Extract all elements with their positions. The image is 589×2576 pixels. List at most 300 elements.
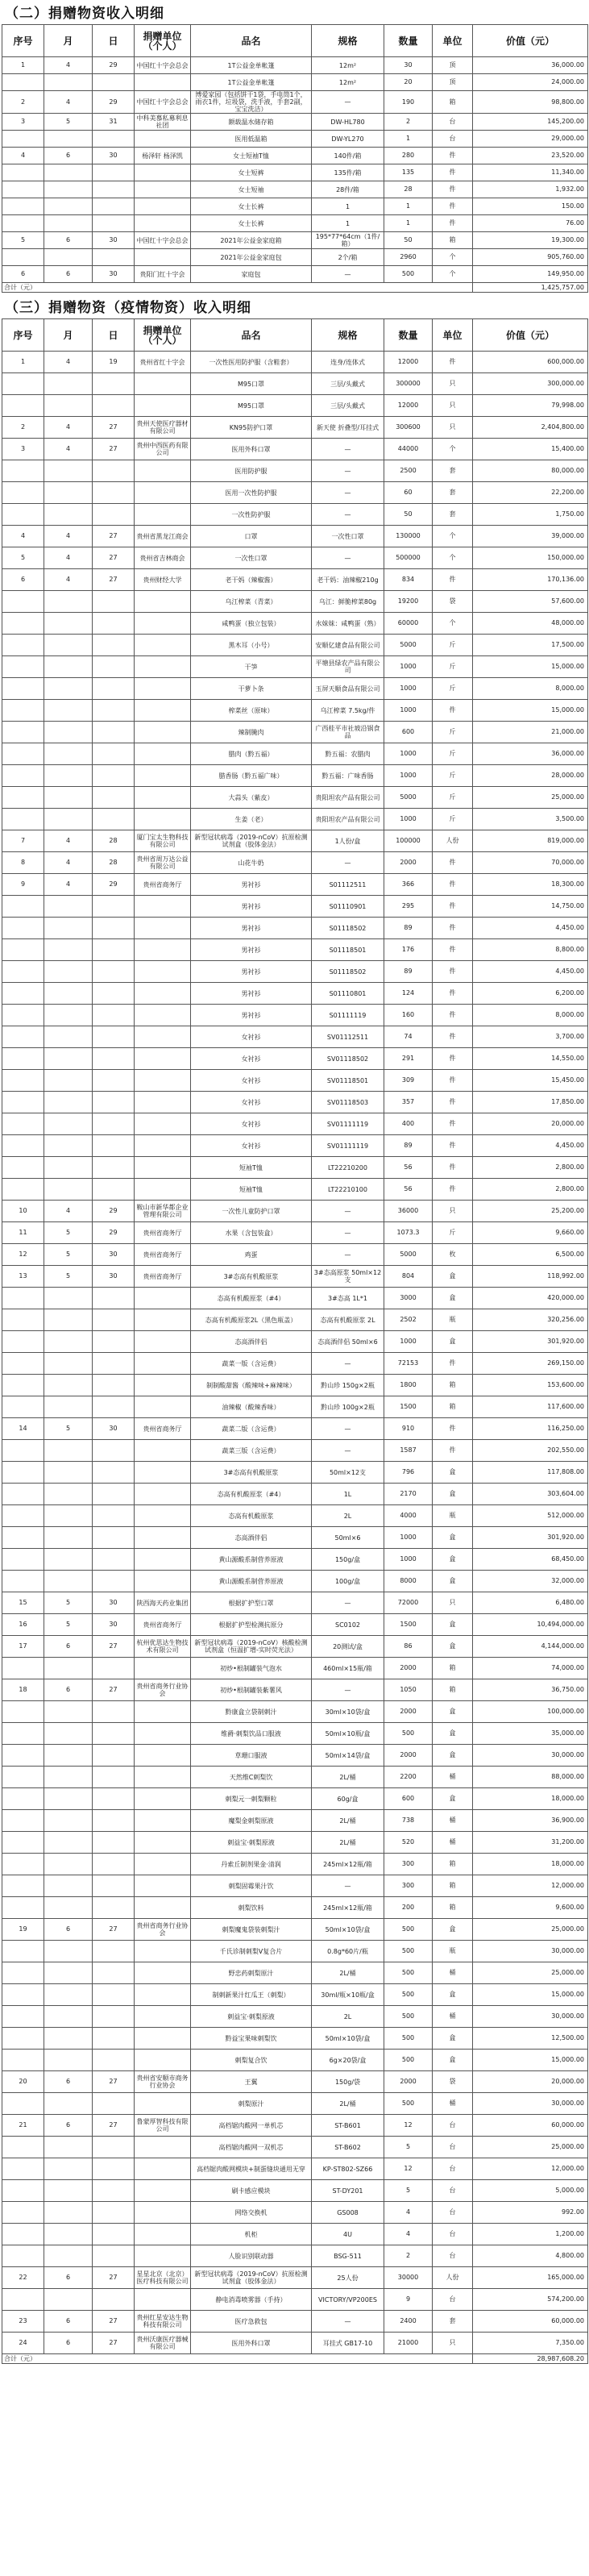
cell-qty: 30000 [384,2267,433,2289]
cell-item: 维爵·刺梨饮品口服液 [191,1723,312,1745]
cell-day [93,939,135,961]
cell-item: 初炒•根制罐装紫薯风 [191,1679,312,1701]
table-row [2,1592,588,1614]
cell-month [44,2180,93,2202]
cell-month: 4 [44,91,93,114]
cell-value: 20,000.00 [473,2071,588,2093]
cell-qty: 89 [384,961,433,983]
cell-month [44,809,93,830]
cell-month [44,1941,93,1962]
cell-month: 5 [44,1614,93,1636]
cell-month: 5 [44,114,93,131]
cell-day: 29 [93,874,135,896]
cell-item: 一次性防护服 [191,504,312,526]
cell-spec: S01118502 [312,961,384,983]
cell-donor [135,961,191,983]
cell-month [44,1092,93,1113]
cell-seq [2,373,44,395]
cell-seq [2,2202,44,2224]
cell-unit: 斤 [433,787,473,809]
cell-qty: 1800 [384,1375,433,1396]
cell-item: 制制酸甜酱（酸辣味+麻辣味） [191,1375,312,1396]
cell-donor: 贵州财经大学 [135,569,191,591]
cell-month [44,198,93,215]
cell-item: 新型冠状病毒（2019-nCoV）核酸检测试剂盒（恒温扩增-实时荧光法） [191,1636,312,1658]
cell-value: 25,000.00 [473,787,588,809]
table-row [2,1005,588,1026]
column-header-donor: 捐赠单位（个人） [135,319,191,352]
cell-seq [2,1658,44,1679]
cell-month [44,395,93,417]
cell-day [93,215,135,232]
cell-unit: 件 [433,1135,473,1157]
cell-month [44,1396,93,1418]
cell-donor [135,2137,191,2158]
cell-day [93,1157,135,1179]
cell-month: 4 [44,874,93,896]
table-row [2,2267,588,2289]
cell-spec: — [312,1353,384,1375]
cell-unit: 件 [433,1005,473,1026]
cell-qty: 21000 [384,2333,433,2354]
cell-unit: 箱 [433,232,473,249]
cell-seq [2,983,44,1005]
column-header-value: 价值（元） [473,25,588,57]
cell-spec: 30ml×10袋/盒 [312,1701,384,1723]
cell-month [44,1701,93,1723]
table-row [2,1222,588,1244]
cell-spec: 广西桂平市社坡沿锅食品 [312,722,384,743]
cell-donor [135,1070,191,1092]
cell-item: 医用外科口罩 [191,2333,312,2354]
cell-day [93,700,135,722]
cell-qty: 520 [384,1832,433,1854]
cell-unit: 个 [433,249,473,266]
cell-month: 6 [44,2115,93,2137]
cell-donor [135,2158,191,2180]
cell-month [44,722,93,743]
cell-spec: BSG-511 [312,2245,384,2267]
cell-qty: 804 [384,1266,433,1288]
cell-item: 态高有机酸原浆 [191,1505,312,1527]
cell-value: 1,932.00 [473,181,588,198]
cell-spec: — [312,482,384,504]
cell-unit: 箱 [433,1854,473,1875]
cell-unit: 盒 [433,1462,473,1484]
cell-seq [2,181,44,198]
table-row [2,2311,588,2333]
cell-day [93,1875,135,1897]
cell-seq: 22 [2,2267,44,2289]
cell-qty: 100000 [384,830,433,852]
cell-value: 1,750.00 [473,504,588,526]
cell-donor [135,2093,191,2115]
cell-spec: SV01111119 [312,1113,384,1135]
cell-value: 165,000.00 [473,2267,588,2289]
cell-day [93,249,135,266]
cell-item: 黔康盒立袋制刺汁 [191,1701,312,1723]
cell-item: 短袖T恤 [191,1179,312,1201]
cell-unit: 件 [433,939,473,961]
cell-spec: SV01118503 [312,1092,384,1113]
cell-value: 12,000.00 [473,1875,588,1897]
cell-seq [2,249,44,266]
table-row [2,1070,588,1092]
cell-seq: 9 [2,874,44,896]
cell-day [93,743,135,765]
cell-month [44,1549,93,1571]
cell-spec: 50ml×10瓶/盒 [312,1723,384,1745]
cell-day: 27 [93,1636,135,1658]
cell-day [93,1462,135,1484]
cell-unit: 个 [433,547,473,569]
cell-unit: 件 [433,181,473,198]
table-row [2,939,588,961]
cell-month: 6 [44,1636,93,1658]
cell-spec: 贵阳坦农产品有限公司 [312,809,384,830]
cell-value: 8,000.00 [473,678,588,700]
table-row [2,352,588,373]
table-row [2,678,588,700]
cell-month [44,1113,93,1135]
cell-spec: 3#态高 1L*1 [312,1288,384,1309]
cell-qty: 5 [384,2137,433,2158]
cell-value: 145,200.00 [473,114,588,131]
column-header-spec: 规格 [312,319,384,352]
cell-day [93,2245,135,2267]
cell-item: 高档锯肉酸网模块+制蛋缝块通用无穿 [191,2158,312,2180]
cell-unit: 瓶 [433,1309,473,1331]
cell-unit: 件 [433,983,473,1005]
cell-spec: 12m² [312,74,384,91]
cell-day [93,482,135,504]
cell-spec: 2个/箱 [312,249,384,266]
column-header-day: 日 [93,25,135,57]
cell-value: 29,000.00 [473,131,588,148]
cell-qty: 3000 [384,1288,433,1309]
cell-qty: 834 [384,569,433,591]
cell-qty: 300 [384,1875,433,1897]
cell-unit: 台 [433,2245,473,2267]
cell-donor: 贵州省安顺市商务行业协会 [135,2071,191,2093]
cell-spec: 12m² [312,57,384,74]
cell-day [93,131,135,148]
cell-day: 29 [93,1222,135,1244]
cell-value: 4,144,000.00 [473,1636,588,1658]
cell-spec: 30ml/瓶×10瓶/盒 [312,1984,384,2006]
cell-item: 咸鸭蛋（独立包装） [191,613,312,635]
cell-seq [2,1984,44,2006]
cell-unit: 箱 [433,1375,473,1396]
cell-item: 家庭包 [191,266,312,283]
cell-item: 态高酒伴侣 [191,1527,312,1549]
cell-item: 人脸识别联动器 [191,2245,312,2267]
table-row [2,569,588,591]
cell-unit: 台 [433,114,473,131]
cell-donor [135,2202,191,2224]
cell-value: 269,150.00 [473,1353,588,1375]
cell-unit: 盒 [433,1288,473,1309]
cell-seq [2,2006,44,2028]
cell-unit: 桶 [433,2006,473,2028]
cell-donor [135,656,191,678]
cell-day [93,1070,135,1092]
table-row [2,439,588,460]
cell-spec: 6g×20袋/盒 [312,2050,384,2071]
table-row [2,181,588,198]
cell-qty: 1500 [384,1614,433,1636]
cell-donor [135,1854,191,1875]
donation-table-section2 [2,24,588,293]
cell-day: 27 [93,2071,135,2093]
cell-value: 150,000.00 [473,547,588,569]
cell-spec: ST-DY201 [312,2180,384,2202]
cell-qty: 5000 [384,635,433,656]
cell-day: 27 [93,2333,135,2354]
cell-qty: 72000 [384,1592,433,1614]
cell-qty: 2 [384,114,433,131]
cell-spec: 老干妈：油辣椒210g [312,569,384,591]
cell-unit: 套 [433,2311,473,2333]
cell-item: 刺益宝·刺梨原液 [191,1832,312,1854]
cell-qty: 9 [384,2289,433,2311]
cell-value: 8,800.00 [473,939,588,961]
cell-unit: 盒 [433,1571,473,1592]
cell-item: 1T公益金单帐篷 [191,74,312,91]
cell-month [44,164,93,181]
cell-qty: 2500 [384,460,433,482]
cell-qty: 2170 [384,1484,433,1505]
table-row [2,266,588,283]
cell-value: 88,000.00 [473,1767,588,1788]
cell-day [93,395,135,417]
cell-unit: 件 [433,352,473,373]
cell-donor [135,373,191,395]
cell-spec: — [312,547,384,569]
column-header-month: 月 [44,25,93,57]
table-row [2,1201,588,1222]
cell-qty: 1000 [384,765,433,787]
cell-day [93,1745,135,1767]
cell-spec: — [312,1222,384,1244]
cell-donor [135,482,191,504]
cell-unit: 桶 [433,1832,473,1854]
cell-item: 草珊口服液 [191,1745,312,1767]
cell-seq: 23 [2,2311,44,2333]
cell-value: 18,300.00 [473,874,588,896]
cell-value: 819,000.00 [473,830,588,852]
cell-day [93,1832,135,1854]
cell-spec: — [312,504,384,526]
cell-item: 生姜（老） [191,809,312,830]
cell-day [93,2050,135,2071]
cell-seq [2,1745,44,1767]
cell-spec: — [312,1592,384,1614]
cell-unit: 件 [433,1353,473,1375]
cell-qty: 4 [384,2224,433,2245]
cell-item: 男衬衫 [191,896,312,918]
cell-day [93,1897,135,1919]
cell-unit: 顶 [433,57,473,74]
cell-qty: 135 [384,164,433,181]
cell-day [93,1571,135,1592]
cell-item: 干笋 [191,656,312,678]
cell-day: 30 [93,1614,135,1636]
cell-donor [135,1788,191,1810]
cell-month [44,961,93,983]
cell-unit: 套 [433,460,473,482]
cell-donor [135,1113,191,1135]
cell-spec: 195*77*64cm（1件/箱） [312,232,384,249]
cell-day: 27 [93,2267,135,2289]
table-row [2,1527,588,1549]
cell-item: 女衬衫 [191,1026,312,1048]
cell-day [93,722,135,743]
cell-unit: 台 [433,2115,473,2137]
cell-qty: 4000 [384,1505,433,1527]
cell-value: 15,000.00 [473,656,588,678]
cell-unit: 斤 [433,656,473,678]
cell-month [44,1462,93,1484]
cell-qty: 280 [384,148,433,164]
cell-unit: 台 [433,2158,473,2180]
cell-day: 27 [93,547,135,569]
cell-seq [2,2224,44,2245]
cell-unit: 盒 [433,1745,473,1767]
cell-unit: 盒 [433,1788,473,1810]
cell-day: 31 [93,114,135,131]
cell-qty: 12000 [384,352,433,373]
table-row [2,1048,588,1070]
table-row [2,164,588,181]
cell-unit: 件 [433,148,473,164]
table-row [2,1614,588,1636]
cell-item: 态高酒伴侣 [191,1331,312,1353]
cell-donor [135,1005,191,1026]
cell-value: 7,350.00 [473,2333,588,2354]
cell-item: 刷卡感应模块 [191,2180,312,2202]
cell-donor [135,2289,191,2311]
cell-donor [135,1962,191,1984]
cell-day [93,1353,135,1375]
table-row [2,1984,588,2006]
table-row [2,198,588,215]
cell-donor [135,1179,191,1201]
cell-qty: 190 [384,91,433,114]
cell-seq: 2 [2,91,44,114]
cell-spec: 黔五福：广味香肠 [312,765,384,787]
cell-unit: 盒 [433,1919,473,1941]
cell-day [93,1113,135,1135]
cell-unit: 斤 [433,809,473,830]
cell-month [44,2289,93,2311]
cell-day: 28 [93,830,135,852]
column-header-qty: 数量 [384,25,433,57]
cell-item: 新型冠状病毒（2019-nCoV）抗原检测试剂盒（胶体金法） [191,2267,312,2289]
cell-qty: 56 [384,1179,433,1201]
cell-day: 27 [93,569,135,591]
cell-spec: 态高酒伴侣 50ml×6 [312,1331,384,1353]
cell-month [44,2137,93,2158]
cell-spec: — [312,1875,384,1897]
cell-month: 4 [44,1201,93,1222]
cell-donor [135,1092,191,1113]
cell-donor [135,1375,191,1396]
cell-qty: 12000 [384,395,433,417]
cell-qty: 357 [384,1092,433,1113]
table-row [2,1026,588,1048]
cell-spec: 50ml×14袋/盒 [312,1745,384,1767]
cell-month: 6 [44,2333,93,2354]
cell-spec: 150g/盒 [312,1549,384,1571]
cell-month [44,656,93,678]
cell-spec: 20测试/盒 [312,1636,384,1658]
cell-unit: 件 [433,1026,473,1048]
table-row [2,2180,588,2202]
cell-day [93,2093,135,2115]
cell-seq [2,2093,44,2115]
cell-seq [2,131,44,148]
cell-value: 992.00 [473,2202,588,2224]
cell-spec: 28件/箱 [312,181,384,198]
table-row [2,1288,588,1309]
cell-unit: 套 [433,504,473,526]
cell-day [93,1658,135,1679]
table-row [2,1941,588,1962]
cell-day [93,1767,135,1788]
cell-month: 5 [44,1592,93,1614]
cell-spec: — [312,2311,384,2333]
cell-qty: 4 [384,2202,433,2224]
cell-qty: 130000 [384,526,433,547]
cell-day [93,896,135,918]
cell-qty: 160 [384,1005,433,1026]
cell-donor: 贵州中西医药有限公司 [135,439,191,460]
cell-month [44,1309,93,1331]
cell-spec: S01110801 [312,983,384,1005]
cell-month: 5 [44,1418,93,1440]
cell-value: 18,000.00 [473,1788,588,1810]
cell-unit: 枚 [433,1244,473,1266]
cell-value: 48,000.00 [473,613,588,635]
table-row [2,1962,588,1984]
cell-spec: ST-B601 [312,2115,384,2137]
cell-qty: 500 [384,2028,433,2050]
cell-spec: 连身/连体式 [312,352,384,373]
cell-qty: 500 [384,2093,433,2115]
cell-item: 网络交换机 [191,2202,312,2224]
cell-donor [135,1767,191,1788]
cell-seq [2,460,44,482]
cell-unit: 桶 [433,1810,473,1832]
cell-seq [2,1701,44,1723]
cell-qty: 796 [384,1462,433,1484]
table-row [2,1679,588,1701]
cell-month [44,1788,93,1810]
cell-day [93,504,135,526]
table-row [2,1092,588,1113]
cell-seq [2,1026,44,1048]
cell-spec: SV01118502 [312,1048,384,1070]
cell-unit: 盒 [433,1636,473,1658]
table-row [2,2050,588,2071]
cell-unit: 盒 [433,1527,473,1549]
cell-month [44,700,93,722]
cell-item: 女士长裤 [191,198,312,215]
cell-donor [135,2050,191,2071]
table-row [2,1897,588,1919]
table-row [2,961,588,983]
